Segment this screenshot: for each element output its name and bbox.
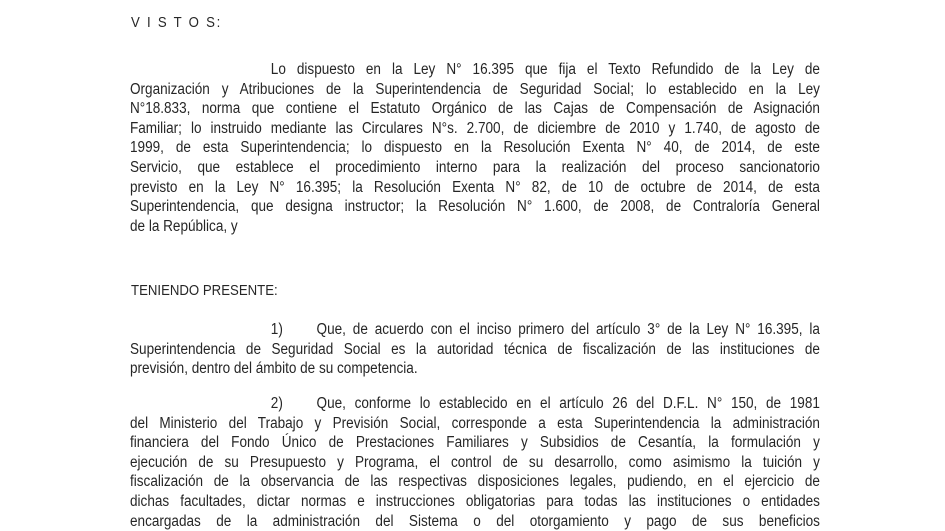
vistos-heading: V I S T O S:	[131, 14, 223, 31]
text-line: fiscalización de la observancia de las respectivas disposiciones legales, pudiendo, en el ejercicio de	[130, 473, 820, 491]
text-line: Que, de acuerdo con el inciso primero del artículo 3° de la Ley N° 16.395, la	[316, 321, 820, 338]
text-line: financiera del Fondo Único de Prestaciones Familiares y Subsidios de Cesantía, la formulación y	[130, 434, 820, 452]
text-line: N°18.833, norma que contiene el Estatuto Orgánico de las Cajas de Compensación de Asignación	[130, 100, 820, 118]
text-line: Organización y Atribuciones de la Superintendencia de Seguridad Social; lo establecido en la Ley	[130, 80, 820, 98]
text-line: Superintendencia, que designa instructor; la Resolución N° 1.600, de 2008, de Contraloría General	[130, 198, 820, 216]
item-number: 1)	[270, 321, 283, 338]
considerando-2	[130, 394, 820, 531]
text-line: de la República, y	[130, 217, 238, 235]
text-line: Lo dispuesto en la Ley N° 16.395 que fija el Texto Refundido de la Ley de	[270, 61, 820, 78]
text-line: previsto en la Ley N° 16.395; la Resolución Exenta N° 82, de 10 de octubre de 2014, de esta	[130, 178, 820, 196]
vistos-paragraph	[130, 60, 820, 236]
text-line: encargadas de la administración del Sistema o del otorgamiento y pago de sus beneficios	[130, 512, 820, 530]
text-line: dichas facultades, dictar normas e instrucciones obligatorias para todas las instituciones o entidades	[130, 492, 820, 510]
text-line: 1999, de esta Superintendencia; lo dispuesto en la Resolución Exenta N° 40, de 2014, de este	[130, 139, 820, 157]
text-line: Servicio, que establece el procedimiento interno para la realización del proceso sancionatorio	[130, 158, 820, 176]
text-line: previsión, dentro del ámbito de su competencia.	[130, 360, 418, 378]
teniendo-presente-heading: TENIENDO PRESENTE:	[131, 282, 278, 299]
text-line: ejecución de su Presupuesto y Programa, el control de su desarrollo, como asimismo la tuición y	[130, 453, 820, 471]
text-line: Superintendencia de Seguridad Social es la autoridad técnica de fiscalización de las instituciones de	[130, 340, 820, 358]
text-line: Familiar; lo instruido mediante las Circulares N°s. 2.700, de diciembre de 2010 y 1.740, de agosto de	[130, 119, 820, 137]
item-number: 2)	[270, 395, 283, 412]
text-line: Que, conforme lo establecido en el artículo 26 del D.F.L. N° 150, de 1981	[316, 395, 820, 412]
considerando-1	[130, 320, 820, 379]
text-line: del Ministerio del Trabajo y Previsión Social, corresponde a esta Superintendencia la administración	[130, 414, 820, 432]
